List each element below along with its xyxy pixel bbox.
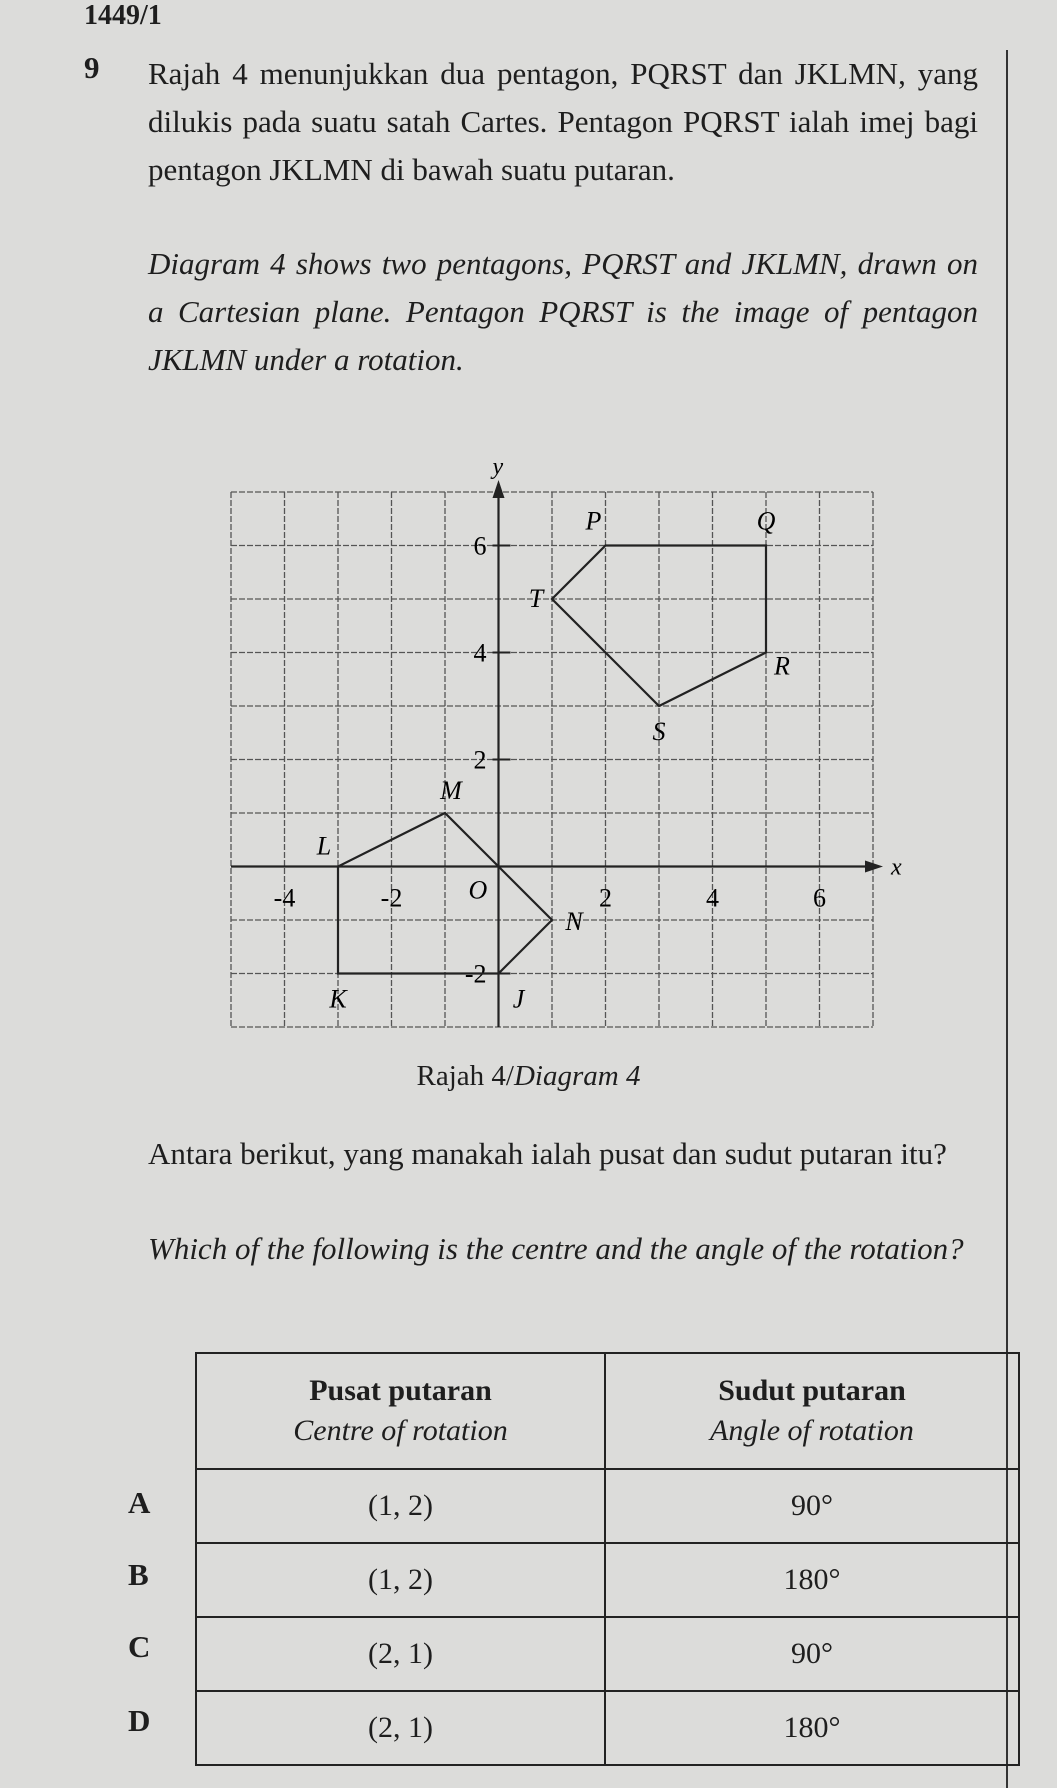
header-angle-english: Angle of rotation (710, 1414, 914, 1447)
header-angle-malay: Sudut putaran (718, 1374, 906, 1407)
vertex-label-j: J (512, 984, 525, 1014)
option-row-b[interactable] (196, 1543, 1019, 1617)
question-text-malay: Rajah 4 menunjukkan dua pentagon, PQRST dan JKLMN, yang dilukis pada suatu satah Cartes. Pentagon PQRST ialah imej bagi pentagon JKLMN di bawah suatu putaran. (148, 56, 978, 187)
header-centre-english: Centre of rotation (293, 1414, 508, 1447)
x-tick-label: -2 (380, 883, 403, 913)
y-tick-label: 6 (473, 531, 487, 561)
origin-label: O (468, 875, 488, 905)
y-axis-label: y (492, 454, 504, 480)
x-tick-label: 6 (813, 883, 826, 913)
x-tick-label: -4 (273, 883, 296, 913)
option-row-a[interactable] (196, 1469, 1019, 1543)
vertex-label-t: T (528, 584, 544, 613)
x-tick-label: 2 (599, 883, 612, 913)
x-tick-label: 4 (706, 883, 719, 913)
header-centre-malay: Pusat putaran (309, 1374, 492, 1407)
vertex-label-n: N (565, 907, 583, 936)
centre-cell: (1, 2) (196, 1543, 605, 1617)
options-table (195, 1352, 1020, 1766)
question-number: 9 (84, 50, 100, 85)
ask-text-english: Which of the following is the centre and the angle of the rotation? (148, 1231, 964, 1266)
ask-text-malay: Antara berikut, yang manakah ialah pusat dan sudut putaran itu? (148, 1136, 947, 1171)
caption-malay: Rajah 4/ (416, 1060, 514, 1092)
angle-cell: 90° (605, 1617, 1019, 1691)
cartesian-diagram (191, 450, 951, 1050)
option-label-d[interactable]: D (128, 1703, 151, 1738)
question-text-english: Diagram 4 shows two pentagons, PQRST and JKLMN, drawn on a Cartesian plane. Pentagon PQRST is the image of pentagon JKLMN under a rotation. (148, 246, 978, 377)
option-label-b[interactable]: B (128, 1557, 149, 1592)
vertex-label-l: L (316, 831, 332, 861)
vertex-label-s: S (652, 717, 666, 746)
vertex-label-k: K (329, 984, 347, 1014)
caption-english: Diagram 4 (513, 1060, 641, 1092)
vertex-label-m: M (440, 776, 462, 805)
vertex-label-r: R (774, 651, 790, 681)
y-axis-arrow-icon (493, 480, 505, 498)
angle-cell: 180° (605, 1691, 1019, 1765)
y-tick-label: 4 (473, 638, 487, 668)
y-tick-label: -2 (464, 959, 487, 989)
option-label-a[interactable]: A (128, 1485, 151, 1520)
centre-cell: (2, 1) (196, 1691, 605, 1765)
x-axis-arrow-icon (865, 861, 883, 873)
vertex-label-p: P (585, 506, 602, 536)
y-tick-label: 2 (473, 745, 487, 775)
centre-cell: (1, 2) (196, 1469, 605, 1543)
diagram-caption (0, 1060, 1057, 1093)
header-angle (605, 1353, 1019, 1469)
x-axis-label: x (891, 854, 902, 881)
option-label-c[interactable]: C (128, 1629, 151, 1664)
option-row-c[interactable] (196, 1617, 1019, 1691)
paper-code: 1449/1 (84, 0, 162, 31)
angle-cell: 180° (605, 1543, 1019, 1617)
header-centre (196, 1353, 605, 1469)
vertex-label-q: Q (756, 506, 776, 536)
option-row-d[interactable] (196, 1691, 1019, 1765)
centre-cell: (2, 1) (196, 1617, 605, 1691)
angle-cell: 90° (605, 1469, 1019, 1543)
